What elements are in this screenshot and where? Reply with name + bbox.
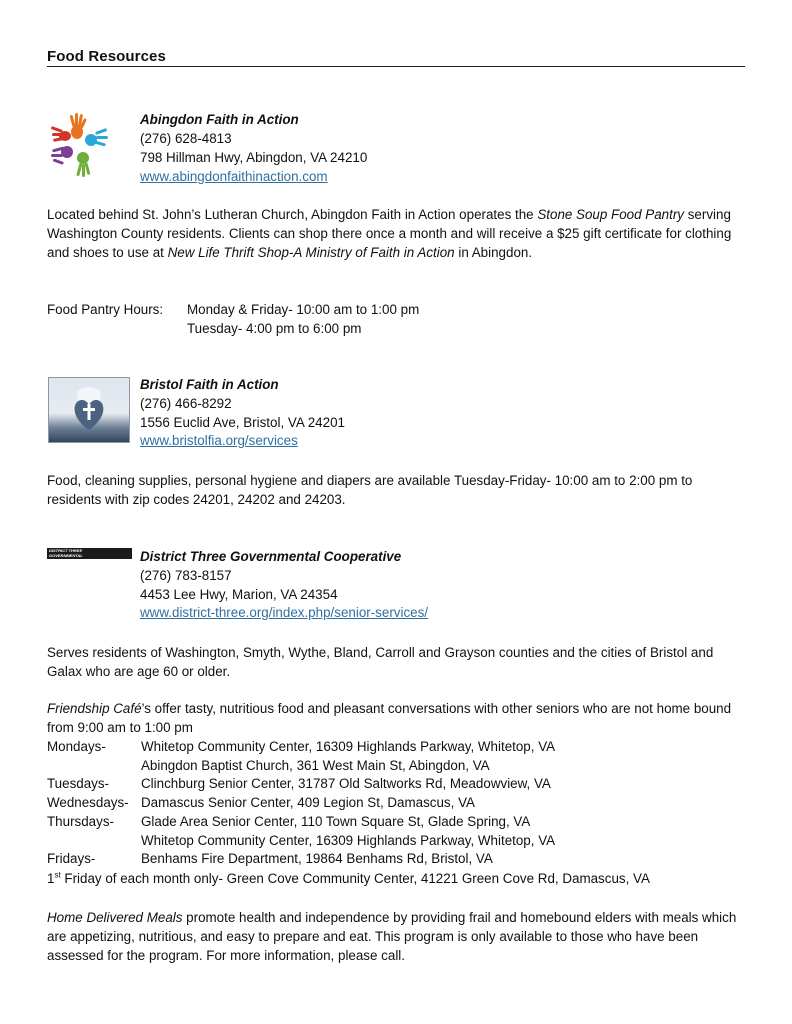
schedule-row: Mondays- Whitetop Community Center, 16309 Highlands Parkway, Whitetop, VA: [47, 739, 556, 754]
bristol-logo: [48, 377, 130, 443]
hours-line: Tuesday- 4:00 pm to 6:00 pm: [187, 321, 362, 336]
first-friday-note: 1st Friday of each month only- Green Cove Community Center, 41221 Green Cove Rd, Damascus, VA: [47, 870, 650, 886]
district-three-logo: DISTRICT THREE GOVERNMENTAL COOPERATIVE: [47, 548, 132, 559]
heading-rule: [47, 66, 745, 67]
org-address: 1556 Euclid Ave, Bristol, VA 24201: [140, 415, 345, 430]
schedule-row: Whitetop Community Center, 16309 Highlands Parkway, Whitetop, VA: [141, 833, 556, 848]
org-name: District Three Governmental Cooperative: [140, 549, 402, 564]
page-title: Food Resources: [47, 48, 166, 65]
hours-line: Monday & Friday- 10:00 am to 1:00 pm: [187, 302, 420, 317]
hand-orange-icon: [69, 113, 86, 139]
hours-label: Food Pantry Hours:: [47, 302, 164, 317]
district-serves: Serves residents of Washington, Smyth, Wythe, Bland, Carroll and Grayson counties and the cities of Bristol and Galax who are age 60 or older.: [47, 645, 714, 679]
org-phone: (276) 466-8292: [140, 396, 232, 411]
home-delivered-meals: Home Delivered Meals promote health and independence by providing frail and homebound elders with meals which are appetizing, nutritious, and easy to prepare and eat. This program is only available to those who have been assessed for the program. For more information, please call.: [47, 910, 737, 963]
heart-cross-icon: [49, 378, 129, 442]
hand-cyan-icon: [85, 128, 108, 146]
schedule-row: Abingdon Baptist Church, 361 West Main St, Abingdon, VA: [141, 758, 490, 773]
schedule-row: Fridays- Benhams Fire Department, 19864 Benhams Rd, Bristol, VA: [47, 851, 493, 866]
hand-red-icon: [51, 126, 71, 142]
friendship-cafe-intro: Friendship Café’s offer tasty, nutritious food and pleasant conversations with other seniors who are not home bound from 9:00 am to 1:00 pm: [47, 701, 732, 735]
org-website-link[interactable]: www.bristolfia.org/services: [140, 433, 298, 448]
org-name: Abingdon Faith in Action: [140, 112, 299, 127]
abingdon-description: Located behind St. John’s Lutheran Church, Abingdon Faith in Action operates the Stone Soup Food Pantry serving Washington County residents. Clients can shop there once a month and will receive a $25 gift certificate for clothing and shoes to use at New Life Thrift Shop-A Ministry of Faith in Action in Abingdon.: [47, 207, 732, 260]
org-phone: (276) 783-8157: [140, 568, 232, 583]
org-address: 798 Hillman Hwy, Abingdon, VA 24210: [140, 150, 368, 165]
schedule-row: Thursdays- Glade Area Senior Center, 110 Town Square St, Glade Spring, VA: [47, 814, 531, 829]
bristol-description: Food, cleaning supplies, personal hygiene and diapers are available Tuesday-Friday- 10:00 am to 2:00 pm to residents with zip codes 24201, 24202 and 24203.: [47, 473, 693, 507]
hands-logo: [50, 112, 110, 178]
org-name: Bristol Faith in Action: [140, 377, 279, 392]
schedule-row: Wednesdays- Damascus Senior Center, 409 Legion St, Damascus, VA: [47, 795, 475, 810]
org-website-link[interactable]: www.district-three.org/index.php/senior-services/: [140, 605, 429, 620]
schedule-row: Tuesdays- Clinchburg Senior Center, 31787 Old Saltworks Rd, Meadowview, VA: [47, 776, 551, 791]
hand-purple-icon: [51, 146, 73, 165]
org-website-link[interactable]: www.abingdonfaithinaction.com: [140, 169, 328, 184]
org-phone: (276) 628-4813: [140, 131, 232, 146]
org-address: 4453 Lee Hwy, Marion, VA 24354: [140, 587, 338, 602]
hand-green-icon: [76, 152, 90, 177]
